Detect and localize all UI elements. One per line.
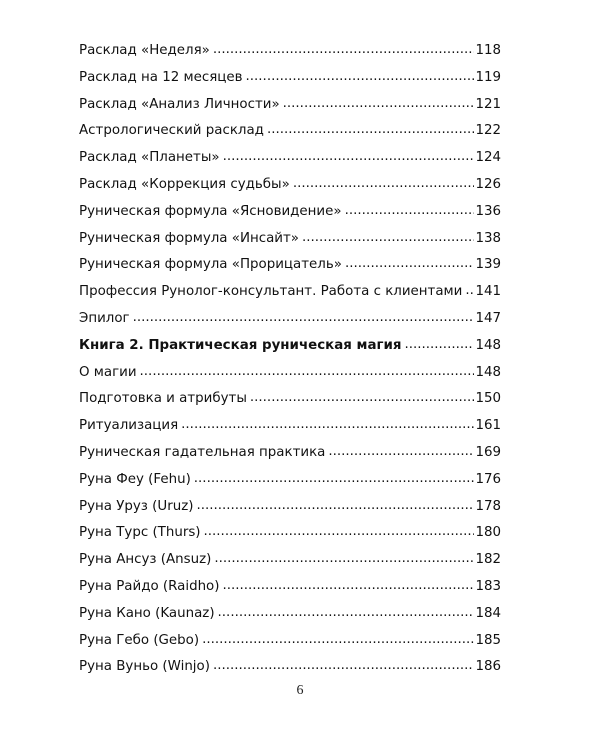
toc-entry xyxy=(79,499,501,526)
toc-entry xyxy=(79,633,501,660)
toc-entry-title: Руническая формула «Инсайт» xyxy=(79,230,299,246)
dot-leader xyxy=(465,285,474,295)
toc-entry-title: Руна Феу (Fehu) xyxy=(79,471,191,487)
toc-entry-page-number: 184 xyxy=(475,605,501,621)
dot-leader xyxy=(140,366,475,376)
dot-leader xyxy=(222,580,474,590)
toc-entry-title: Расклад «Коррекция судьбы» xyxy=(79,176,290,192)
toc-entry xyxy=(79,257,501,284)
toc-entry-title: О магии xyxy=(79,364,137,380)
toc-entry-title: Расклад на 12 месяцев xyxy=(79,69,243,85)
toc-entry-page-number: 148 xyxy=(475,364,501,380)
toc-entry-title: Расклад «Планеты» xyxy=(79,150,220,166)
toc-entry-title: Руническая формула «Ясновидение» xyxy=(79,203,342,219)
toc-entry-page-number: 183 xyxy=(475,578,501,594)
dot-leader xyxy=(223,151,475,161)
toc-entry xyxy=(79,606,501,633)
dot-leader xyxy=(213,660,474,670)
toc-entry-page-number: 118 xyxy=(475,43,501,58)
toc-entry-page-number: 186 xyxy=(475,659,501,675)
toc-entry xyxy=(79,150,501,177)
dot-leader xyxy=(267,124,474,134)
toc-entry-title: Руна Райдо (Raidho) xyxy=(79,578,220,594)
dot-leader xyxy=(133,312,475,322)
toc-entry-page-number: 178 xyxy=(475,498,501,514)
toc-entry-page-number: 138 xyxy=(475,230,501,246)
toc-entry xyxy=(79,231,501,258)
dot-leader xyxy=(214,553,474,563)
toc-entry-title: Руна Уруз (Uruz) xyxy=(79,498,194,514)
toc-entry-title: Эпилог xyxy=(79,310,130,326)
toc-entry-title: Астрологический расклад xyxy=(79,123,264,139)
toc-entry-title: Подготовка и атрибуты xyxy=(79,391,247,407)
toc-entry xyxy=(79,525,501,552)
dot-leader xyxy=(204,526,475,536)
toc-entry-title: Руна Вуньо (Winjo) xyxy=(79,659,210,675)
toc-entry-page-number: 176 xyxy=(475,471,501,487)
dot-leader xyxy=(302,232,474,242)
toc-entry-page-number: 148 xyxy=(475,337,501,353)
toc-entry xyxy=(79,177,501,204)
toc-entry-page-number: 141 xyxy=(475,284,501,300)
toc-entry-page-number: 136 xyxy=(475,203,501,219)
dot-leader xyxy=(345,258,475,268)
toc-entry xyxy=(79,70,501,97)
toc-entry xyxy=(79,365,501,392)
toc-entry-title: Руна Кано (Kaunaz) xyxy=(79,605,215,621)
toc-entry-title: Ритуализация xyxy=(79,418,179,434)
toc-entry xyxy=(79,43,501,70)
dot-leader xyxy=(181,419,474,429)
toc-entry-page-number: 124 xyxy=(475,150,501,166)
dot-leader xyxy=(213,44,475,54)
toc-entry-page-number: 150 xyxy=(475,391,501,407)
toc-entry-page-number: 180 xyxy=(475,525,501,541)
toc-entry xyxy=(79,418,501,445)
toc-entry-page-number: 182 xyxy=(475,552,501,568)
toc-entry-page-number: 119 xyxy=(475,69,501,85)
toc-entry xyxy=(79,97,501,124)
toc-entry-title: Расклад «Анализ Личности» xyxy=(79,96,280,112)
toc-entry-page-number: 185 xyxy=(475,632,501,648)
dot-leader xyxy=(293,178,475,188)
dot-leader xyxy=(405,339,475,349)
dot-leader xyxy=(328,446,474,456)
dot-leader xyxy=(218,607,475,617)
toc-entry-page-number: 122 xyxy=(475,123,501,139)
toc-entry xyxy=(79,552,501,579)
toc-entry-page-number: 126 xyxy=(475,176,501,192)
toc-entry-page-number: 139 xyxy=(475,257,501,273)
toc-entry xyxy=(79,391,501,418)
dot-leader xyxy=(202,634,474,644)
dot-leader xyxy=(196,500,474,510)
toc-entry-page-number: 161 xyxy=(475,418,501,434)
toc-entry xyxy=(79,579,501,606)
toc-entry-title: Книга 2. Практическая руническая магия xyxy=(79,337,402,353)
toc-entry-title: Руна Гебо (Gebo) xyxy=(79,632,200,648)
toc-entry-title: Профессия Рунолог-консультант. Работа с клиентами xyxy=(79,284,463,300)
table-of-contents xyxy=(79,43,501,686)
dot-leader xyxy=(194,473,475,483)
toc-entry-title: Руническая гадательная практика xyxy=(79,444,326,460)
toc-entry xyxy=(79,445,501,472)
toc-entry-title: Руна Турс (Thurs) xyxy=(79,525,201,541)
toc-entry-title: Руна Ансуз (Ansuz) xyxy=(79,552,212,568)
toc-entry-page-number: 121 xyxy=(475,96,501,112)
toc-entry xyxy=(79,123,501,150)
toc-entry-title: Руническая формула «Прорицатель» xyxy=(79,257,342,273)
toc-section-heading xyxy=(79,338,501,365)
dot-leader xyxy=(246,71,475,81)
page-number: 6 xyxy=(296,683,304,698)
dot-leader xyxy=(250,392,475,402)
dot-leader xyxy=(345,205,475,215)
dot-leader xyxy=(283,98,475,108)
toc-entry xyxy=(79,284,501,311)
toc-entry xyxy=(79,204,501,231)
toc-entry xyxy=(79,311,501,338)
toc-entry-title: Расклад «Неделя» xyxy=(79,43,210,58)
toc-entry xyxy=(79,472,501,499)
toc-entry-page-number: 147 xyxy=(475,310,501,326)
toc-entry-page-number: 169 xyxy=(475,444,501,460)
